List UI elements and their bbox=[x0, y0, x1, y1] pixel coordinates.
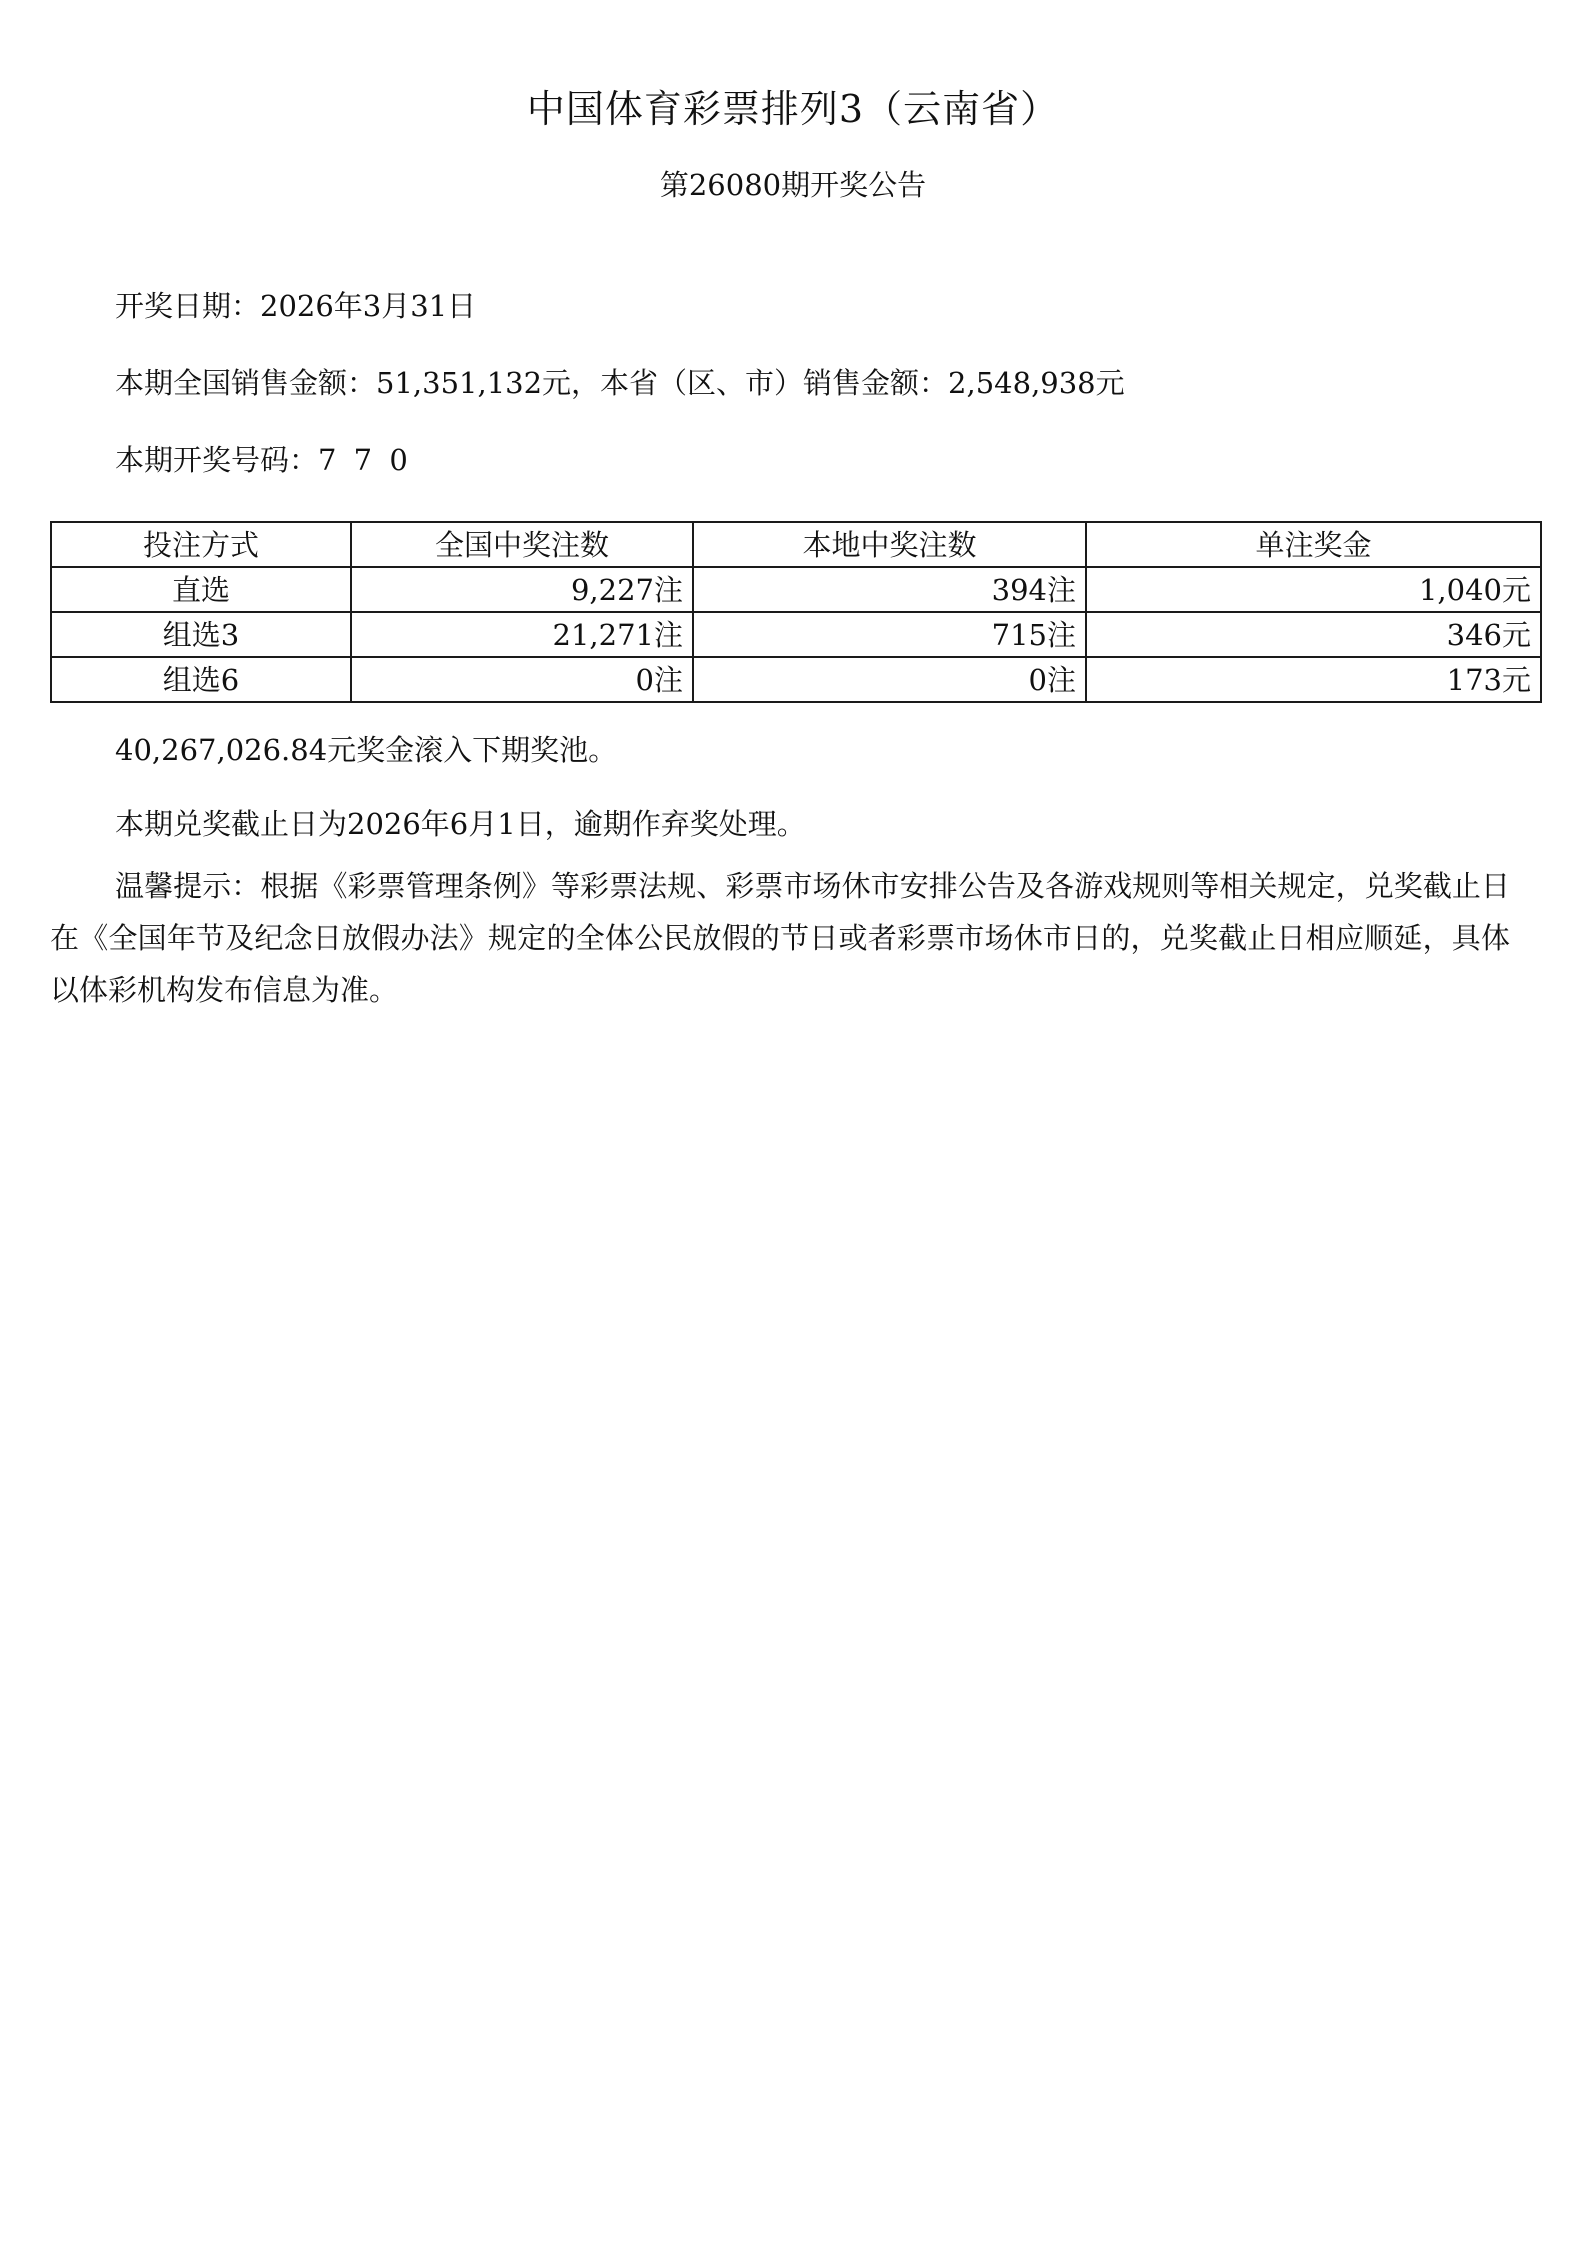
cell-national-winners: 21,271注 bbox=[351, 612, 693, 657]
header-national-winners: 全国中奖注数 bbox=[351, 522, 693, 567]
cell-prize: 1,040元 bbox=[1086, 567, 1541, 612]
cell-national-winners: 9,227注 bbox=[351, 567, 693, 612]
reminder-notice: 温馨提示：根据《彩票管理条例》等彩票法规、彩票市场休市安排公告及各游戏规则等相关规定，兑奖截止日在《全国年节及纪念日放假办法》规定的全体公民放假的节日或者彩票市场休市日的，兑奖截止日相应顺延，具体以体彩机构发布信息为准。 bbox=[50, 869, 1510, 1007]
draw-numbers-label: 本期开奖号码： bbox=[115, 443, 319, 477]
table-row bbox=[51, 657, 1541, 702]
header-prize-per-bet: 单注奖金 bbox=[1086, 522, 1541, 567]
cell-bet-type: 组选6 bbox=[51, 657, 351, 702]
cell-local-winners: 0注 bbox=[693, 657, 1086, 702]
cell-prize: 346元 bbox=[1086, 612, 1541, 657]
sales-amount: 本期全国销售金额：51,351,132元，本省（区、市）销售金额：2,548,938元 bbox=[115, 366, 1125, 400]
cell-prize: 173元 bbox=[1086, 657, 1541, 702]
table-row bbox=[51, 612, 1541, 657]
header-bet-type: 投注方式 bbox=[51, 522, 351, 567]
table-header-row bbox=[51, 522, 1541, 567]
cell-bet-type: 直选 bbox=[51, 567, 351, 612]
claim-deadline: 本期兑奖截止日为2026年6月1日，逾期作弃奖处理。 bbox=[115, 807, 806, 841]
cell-local-winners: 715注 bbox=[693, 612, 1086, 657]
draw-numbers: 7 7 0 bbox=[318, 443, 412, 477]
header-local-winners: 本地中奖注数 bbox=[693, 522, 1086, 567]
cell-local-winners: 394注 bbox=[693, 567, 1086, 612]
table-row bbox=[51, 567, 1541, 612]
issue-subtitle: 第26080期开奖公告 bbox=[659, 168, 927, 202]
draw-date: 开奖日期：2026年3月31日 bbox=[115, 289, 477, 323]
prize-table bbox=[50, 521, 1542, 703]
cell-bet-type: 组选3 bbox=[51, 612, 351, 657]
draw-numbers-line bbox=[115, 440, 412, 480]
pool-rollover: 40,267,026.84元奖金滚入下期奖池。 bbox=[115, 733, 618, 767]
cell-national-winners: 0注 bbox=[351, 657, 693, 702]
page-title: 中国体育彩票排列3（云南省） bbox=[526, 87, 1060, 131]
